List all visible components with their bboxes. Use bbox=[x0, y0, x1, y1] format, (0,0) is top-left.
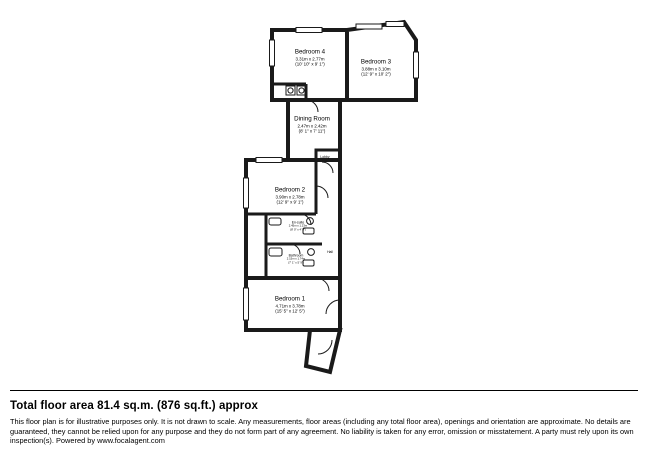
room-dimension-imperial: (12' 9" x 10' 2") bbox=[361, 71, 391, 77]
room-name: Bedroom 1 bbox=[274, 295, 306, 303]
room-label-lobby bbox=[320, 155, 329, 159]
room-dimension-metric: 3.90m x 2.78m bbox=[275, 194, 305, 200]
floorplan-walls bbox=[244, 22, 419, 373]
disclaimer-text: This floor plan is for illustrative purposes only. It is not drawn to scale. Any measurements, floor areas (including any total floor area), openings and orientation are approximate. No details are guaranteed, they cannot be relied upon for any purpose and they do not form part of any agreement. No liability is taken for any error, omission or misstatement. A party must rely upon its own inspection(s). Powered by www.focalagent.com bbox=[10, 417, 634, 446]
room-label-en-suite bbox=[289, 220, 308, 231]
room-name: Hall bbox=[327, 249, 333, 254]
room-label-dining-room bbox=[294, 116, 330, 135]
room-label-bedroom-1 bbox=[275, 296, 305, 315]
room-dimension-metric: 2.45m x 1.23m bbox=[288, 223, 308, 228]
room-label-bedroom-2 bbox=[275, 187, 305, 206]
room-dimension-imperial: (8' 1" x 7' 11") bbox=[298, 128, 326, 134]
room-name: Bedroom 3 bbox=[360, 58, 392, 66]
room-name: Bedroom 2 bbox=[274, 186, 306, 194]
room-label-bedroom-4 bbox=[295, 49, 325, 68]
room-dimension-metric: 4.71m x 3.78m bbox=[275, 303, 305, 309]
total-floor-area: Total floor area 81.4 sq.m. (876 sq.ft.) approx bbox=[10, 400, 258, 412]
room-dimension-metric: 3.31m x 2.77m bbox=[295, 56, 325, 62]
room-label-bathroom bbox=[287, 253, 306, 264]
room-label-bedroom-3 bbox=[361, 59, 391, 78]
footer-divider bbox=[10, 390, 638, 391]
room-name: En-suite bbox=[291, 220, 305, 225]
room-dimension-metric: 2.15m x 1.74m bbox=[286, 256, 306, 261]
room-name: Bedroom 4 bbox=[294, 48, 326, 56]
footer bbox=[0, 390, 648, 453]
room-dimension-imperial: (7' 1" x 5' 9") bbox=[288, 260, 304, 265]
room-name: Lobby bbox=[320, 154, 330, 159]
room-dimension-metric: 2.47m x 2.42m bbox=[297, 123, 327, 129]
room-label-hall bbox=[327, 250, 333, 254]
room-name: Bathroom bbox=[288, 253, 304, 258]
room-dimension-imperial: (8' 0" x 4' 0") bbox=[290, 227, 306, 232]
room-dimension-imperial: (15' 5" x 12' 5") bbox=[275, 308, 305, 314]
room-dimension-imperial: (10' 10" x 9' 1") bbox=[295, 61, 325, 67]
room-name: Dining Room bbox=[294, 115, 330, 123]
room-dimension-metric: 3.88m x 3.10m bbox=[361, 66, 391, 72]
room-dimension-imperial: (12' 9" x 9' 1") bbox=[276, 199, 304, 205]
